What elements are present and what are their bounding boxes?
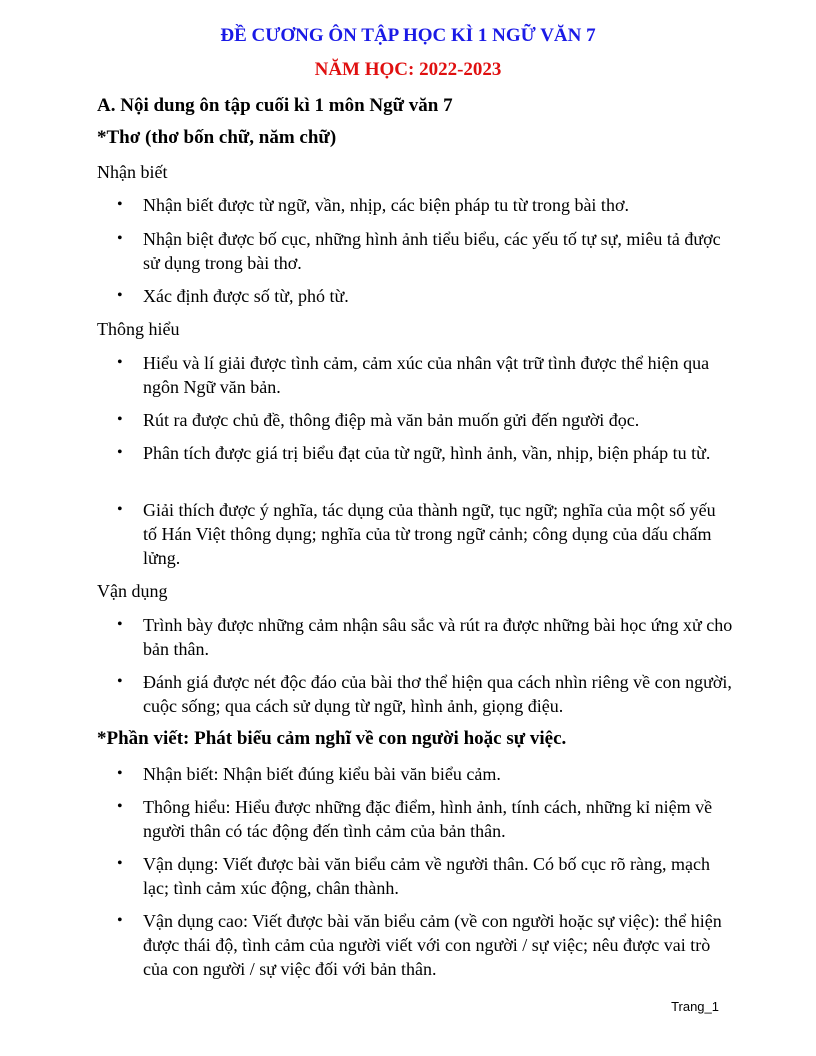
- comprehension-label: Thông hiểu: [97, 319, 180, 339]
- list-item: • Giải thích được ý nghĩa, tác dụng của thành ngữ, tục ngữ; nghĩa của một số yếu tố Hán Việt thông dụng; nghĩa của từ trong ngữ cảnh; công dụng của dấu chấm lửng.: [143, 498, 733, 570]
- list-item: • Nhận biết: Nhận biết đúng kiểu bài văn biểu cảm.: [143, 762, 733, 786]
- school-year: NĂM HỌC: 2022-2023: [314, 59, 502, 80]
- list-item: • Trình bày được những cảm nhận sâu sắc và rút ra được những bài học ứng xử cho bản thân.: [143, 613, 733, 661]
- list-item: • Nhận biết được từ ngữ, vần, nhịp, các biện pháp tu từ trong bài thơ.: [143, 193, 733, 217]
- section-a-heading: A. Nội dung ôn tập cuối kì 1 môn Ngữ văn 7: [97, 95, 453, 116]
- recognition-label: Nhận biết: [97, 162, 168, 182]
- poetry-heading: *Thơ (thơ bốn chữ, năm chữ): [97, 127, 337, 148]
- application-label: Vận dụng: [97, 581, 168, 601]
- list-item: • Vận dụng cao: Viết được bài văn biểu cảm (về con người hoặc sự việc): thể hiện được thái độ, tình cảm của người viết với con người / sự việc; nêu được vai trò của con người / sự việc đối với bản thân.: [143, 909, 733, 981]
- list-item: • Xác định được số từ, phó từ.: [143, 284, 733, 308]
- list-item: • Phân tích được giá trị biểu đạt của từ ngữ, hình ảnh, vần, nhịp, biện pháp tu từ.: [143, 441, 733, 465]
- list-item: • Đánh giá được nét độc đáo của bài thơ thể hiện qua cách nhìn riêng về con người, cuộc sống; qua cách sử dụng từ ngữ, hình ảnh, giọng điệu.: [143, 670, 733, 718]
- writing-heading: *Phần viết: Phát biểu cảm nghĩ về con người hoặc sự việc.: [97, 728, 567, 749]
- list-item: • Vận dụng: Viết được bài văn biểu cảm về người thân. Có bố cục rõ ràng, mạch lạc; tình cảm xúc động, chân thành.: [143, 852, 733, 900]
- document-title: ĐỀ CƯƠNG ÔN TẬP HỌC KÌ 1 NGỮ VĂN 7: [220, 25, 596, 46]
- list-item: • Hiểu và lí giải được tình cảm, cảm xúc của nhân vật trữ tình được thể hiện qua ngôn Ngữ văn bản.: [143, 351, 733, 399]
- list-item: • Rút ra được chủ đề, thông điệp mà văn bản muốn gửi đến người đọc.: [143, 408, 733, 432]
- list-item: • Thông hiểu: Hiểu được những đặc điểm, hình ảnh, tính cách, những kỉ niệm về người thân có tác động đến tình cảm của bản thân.: [143, 795, 733, 843]
- list-item: • Nhận biệt được bố cục, những hình ảnh tiểu biểu, các yếu tố tự sự, miêu tả được sử dụng trong bài thơ.: [143, 227, 733, 275]
- page-number: Trang_1: [671, 999, 719, 1014]
